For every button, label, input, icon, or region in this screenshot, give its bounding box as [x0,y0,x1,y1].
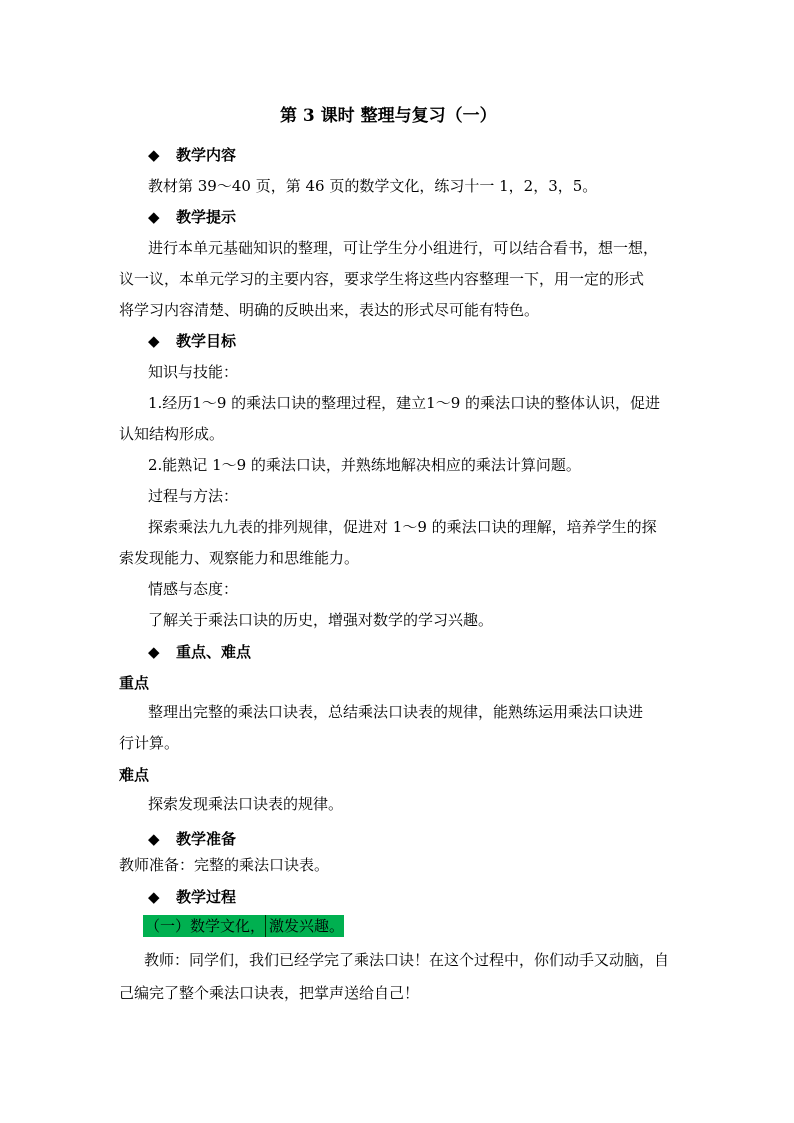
teacher-line: 己编完了整个乘法口诀表，把掌声送给自己！ [119,984,420,1002]
diamond-bullet-icon: ◆ [148,208,160,226]
process-heading-text: 教学过程 [176,888,237,906]
page-title: 第 3 课时 整理与复习（一） [280,106,497,126]
goal-item-line: 认知结构形成。 [119,425,225,443]
hint-line: 进行本单元基础知识的整理，可让学生分小组进行，可以结合看书，想一想， [148,239,659,257]
highlighted-step [143,915,344,937]
diamond-bullet-icon: ◆ [148,332,160,350]
goal-process-label: 过程与方法： [148,487,239,505]
diamond-bullet-icon: ◆ [148,146,160,164]
divider [265,915,266,937]
process-step-title-end: 激发兴趣。 [269,917,345,935]
key-line: 整理出完整的乘法口诀表，总结乘法口诀表的规律，能熟练运用乘法口诀进 [148,703,644,721]
difficulty-text: 探索发现乘法口诀表的规律。 [148,795,344,813]
section-heading-process [148,887,236,907]
content-text: 教材第 39～40 页，第 46 页的数学文化，练习十一 1，2，3，5。 [148,177,598,195]
goal-process-line: 探索乘法九九表的排列规律，促进对 1～9 的乘法口诀的理解，培养学生的探 [148,518,657,536]
diamond-bullet-icon: ◆ [148,830,160,848]
section-heading-content: ◆ 教学内容 [148,146,237,164]
difficulty-label: 难点 [119,766,150,784]
goal-emotion-label: 情感与态度： [148,580,239,598]
key-label: 重点 [119,674,150,692]
teacher-line: 教师：同学们，我们已经学完了乘法口诀！在这个过程中，你们动手又动脑，自 [144,951,670,969]
key-line: 行计算。 [119,734,180,752]
hint-line: 议一议，本单元学习的主要内容，要求学生将这些内容整理一下，用一定的形式 [119,270,645,288]
prep-text: 教师准备：完整的乘法口诀表。 [119,856,330,874]
section-heading-prep: ◆ 教学准备 [148,830,237,848]
diamond-bullet-icon: ◆ [148,643,160,661]
section-heading-key: ◆ 重点、难点 [148,643,252,661]
goal-item-line: 1.经历1～9 的乘法口诀的整理过程，建立1～9 的乘法口诀的整体认识，促进 [148,394,661,412]
section-heading-goal: ◆ 教学目标 [148,332,237,350]
process-step-title: （一）数学文化， [145,917,266,935]
diamond-bullet-icon: ◆ [148,888,160,906]
section-heading-hint: ◆ 教学提示 [148,208,237,226]
goal-item-line: 2.能熟记 1～9 的乘法口诀，并熟练地解决相应的乘法计算问题。 [148,456,581,474]
hint-line: 将学习内容清楚、明确的反映出来，表达的形式尽可能有特色。 [119,301,540,319]
goal-knowledge-label: 知识与技能： [148,363,239,381]
goal-process-line: 索发现能力、观察能力和思维能力。 [119,549,360,567]
goal-emotion-text: 了解关于乘法口诀的历史，增强对数学的学习兴趣。 [148,611,494,629]
